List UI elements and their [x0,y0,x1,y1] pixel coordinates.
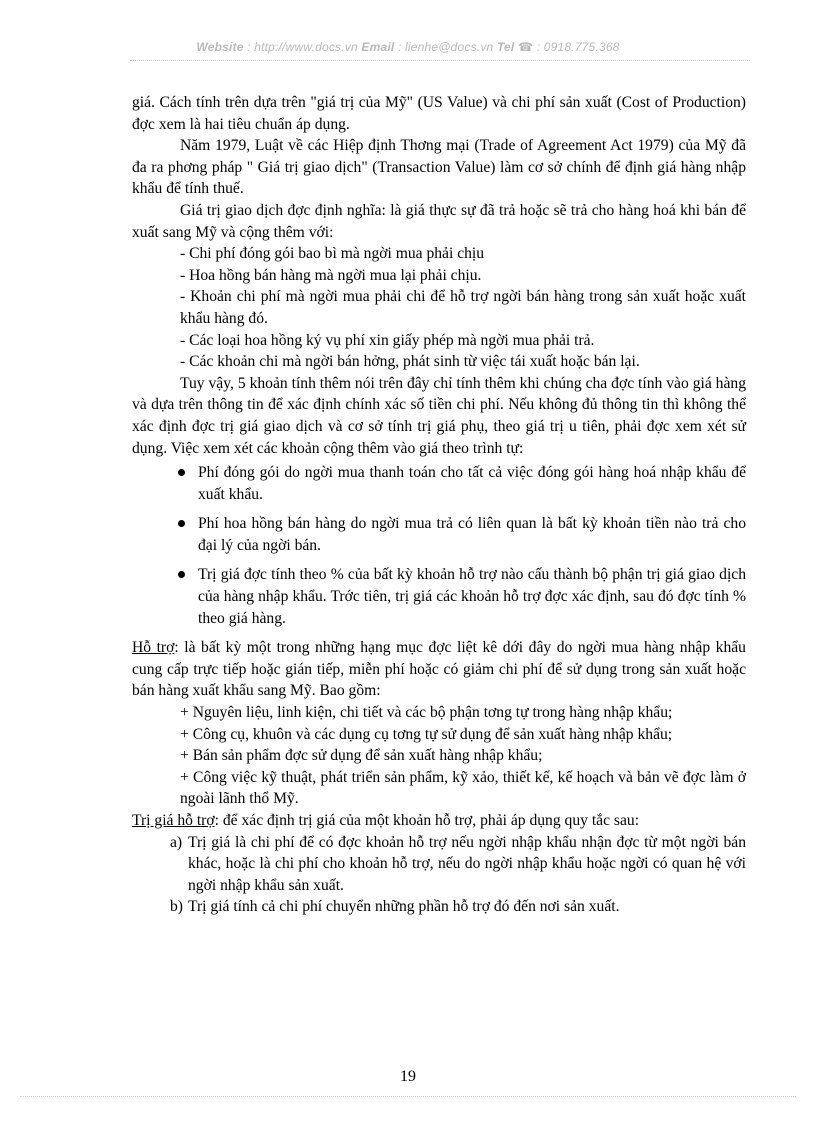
bullet-text: Phí đóng gói do ngời mua thanh toán cho tất cả việc đóng gói hàng hoá nhập khẩu để xuất khẩu. [198,464,746,503]
paragraph-2: Năm 1979, Luật về các Hiệp định Thơng mại (Trade of Agreement Act 1979) của Mỹ đã đa ra phơng pháp " Giá trị giao dịch" (Transaction Value) làm cơ sở chính để định giá hàng nhập khẩu để tính thuế. [132,137,746,198]
footer-divider [20,1096,796,1097]
tel-value: ☎ : 0918.775.368 [518,40,620,54]
paragraph-3: Giá trị giao dịch đợc định nghĩa: là giá thực sự đã trả hoặc sẽ trả cho hàng hoá khi bán để xuất sang Mỹ và cộng thêm với: [132,201,746,241]
bullet-item [132,462,746,505]
support-term: Hỗ trợ [132,639,175,657]
website-value: : http://www.docs.vn [247,40,358,54]
paragraph-4: Tuy vậy, 5 khoản tính thêm nói trên đây chỉ tính thêm khi chúng cha đợc tính vào giá hàng và dựa trên thông tin để xác định chính xác số tiền chi phí. Nếu không đủ thông tin thì không thể xác định đợc trị giá giao dịch và cơ sở tính trị giá phụ, theo giá trị u tiên, phải đợc xem xét sử dụng. Việc xem xét các khoản cộng thêm vào giá theo trình tự: [132,374,746,457]
plus-item: + Nguyên liệu, linh kiện, chi tiết và các bộ phận tơng tự trong hàng nhập khẩu; [180,704,673,722]
alpha-text: Trị giá là chi phí để có đợc khoản hỗ trợ nếu ngời nhập khẩu nhận đợc từ một ngời bán khác, hoặc là chi phí cho khoản hỗ trợ, nếu do ngời nhập khẩu hoặc ngời có quan hệ với ngời nhập khẩu sản xuất. [188,833,746,894]
document-body [132,92,746,918]
bullet-item [132,513,746,556]
alpha-text: Trị giá tính cả chi phí chuyển những phần hỗ trợ đó đến nơi sản xuất. [188,898,620,916]
bullet-icon [178,520,185,527]
alpha-item [132,896,746,918]
page-header [0,40,816,54]
dash-item: - Chi phí đóng gói bao bì mà ngời mua phải chịu [180,245,485,263]
paragraph-1: giá. Cách tính trên dựa trên "giá trị của Mỹ" (US Value) và chi phí sản xuất (Cost of Production) đợc xem là hai tiêu chuẩn áp dụng. [132,94,746,133]
value-definition [132,810,746,832]
tel-label: Tel [496,40,515,54]
support-definition [132,637,746,702]
support-definition-text: : là bất kỳ một trong những hạng mục đợc liệt kê dới đây do ngời mua hàng nhập khẩu cung cấp trực tiếp hoặc gián tiếp, miễn phí hoặc có giảm chi phí để sử dụng trong sản xuất hoặc bán hàng xuất khẩu sang Mỹ. Bao gồm: [132,639,746,700]
bullet-text: Trị giá đợc tính theo % của bất kỳ khoản hỗ trợ nào cấu thành bộ phận trị giá giao dịch của hàng nhập khẩu. Trớc tiên, trị giá các khoản hỗ trợ đợc xác định, sau đó đợc tính % theo giá hàng. [198,566,746,627]
alpha-label: a) [170,833,183,851]
email-value: : lienhe@docs.vn [397,40,494,54]
value-term: Trị giá hỗ trợ [132,812,215,829]
website-label: Website [196,40,244,54]
dash-item: - Các loại hoa hồng ký vụ phí xin giấy phép mà ngời mua phải trả. [180,331,595,349]
header-divider [130,60,750,61]
bullet-icon [178,469,185,476]
bullet-item [132,564,746,629]
alpha-label: b) [170,898,183,916]
bullet-list [132,462,746,629]
value-definition-text: : để xác định trị giá của một khoản hỗ trợ, phải áp dụng quy tắc sau: [214,812,640,829]
plus-item: + Công việc kỹ thuật, phát triển sản phẩm, kỹ xảo, thiết kế, kế hoạch và bản vẽ đợc làm ở ngoài lãnh thổ Mỹ. [180,768,746,808]
plus-item: + Bán sản phẩm đợc sử dụng để sản xuất hàng nhập khẩu; [180,747,543,765]
dash-item: - Hoa hồng bán hàng mà ngời mua lại phải chịu. [180,266,482,284]
dash-item: - Các khoản chi mà ngời bán hởng, phát sinh từ việc tái xuất hoặc bán lại. [180,353,640,371]
dash-item: - Khoản chi phí mà ngời mua phải chi để hỗ trợ ngời bán hàng trong sản xuất hoặc xuất khẩu hàng đó. [180,288,746,327]
bullet-icon [178,571,185,578]
bullet-text: Phí hoa hồng bán hàng do ngời mua trả có liên quan là bất kỳ khoản tiền nào trả cho đại lý của ngời bán. [198,515,746,554]
alpha-item [132,832,746,897]
plus-item: + Công cụ, khuôn và các dụng cụ tơng tự sử dụng để sản xuất hàng nhập khẩu; [180,725,673,743]
page-number: 19 [400,1068,416,1085]
email-label: Email [361,40,395,54]
